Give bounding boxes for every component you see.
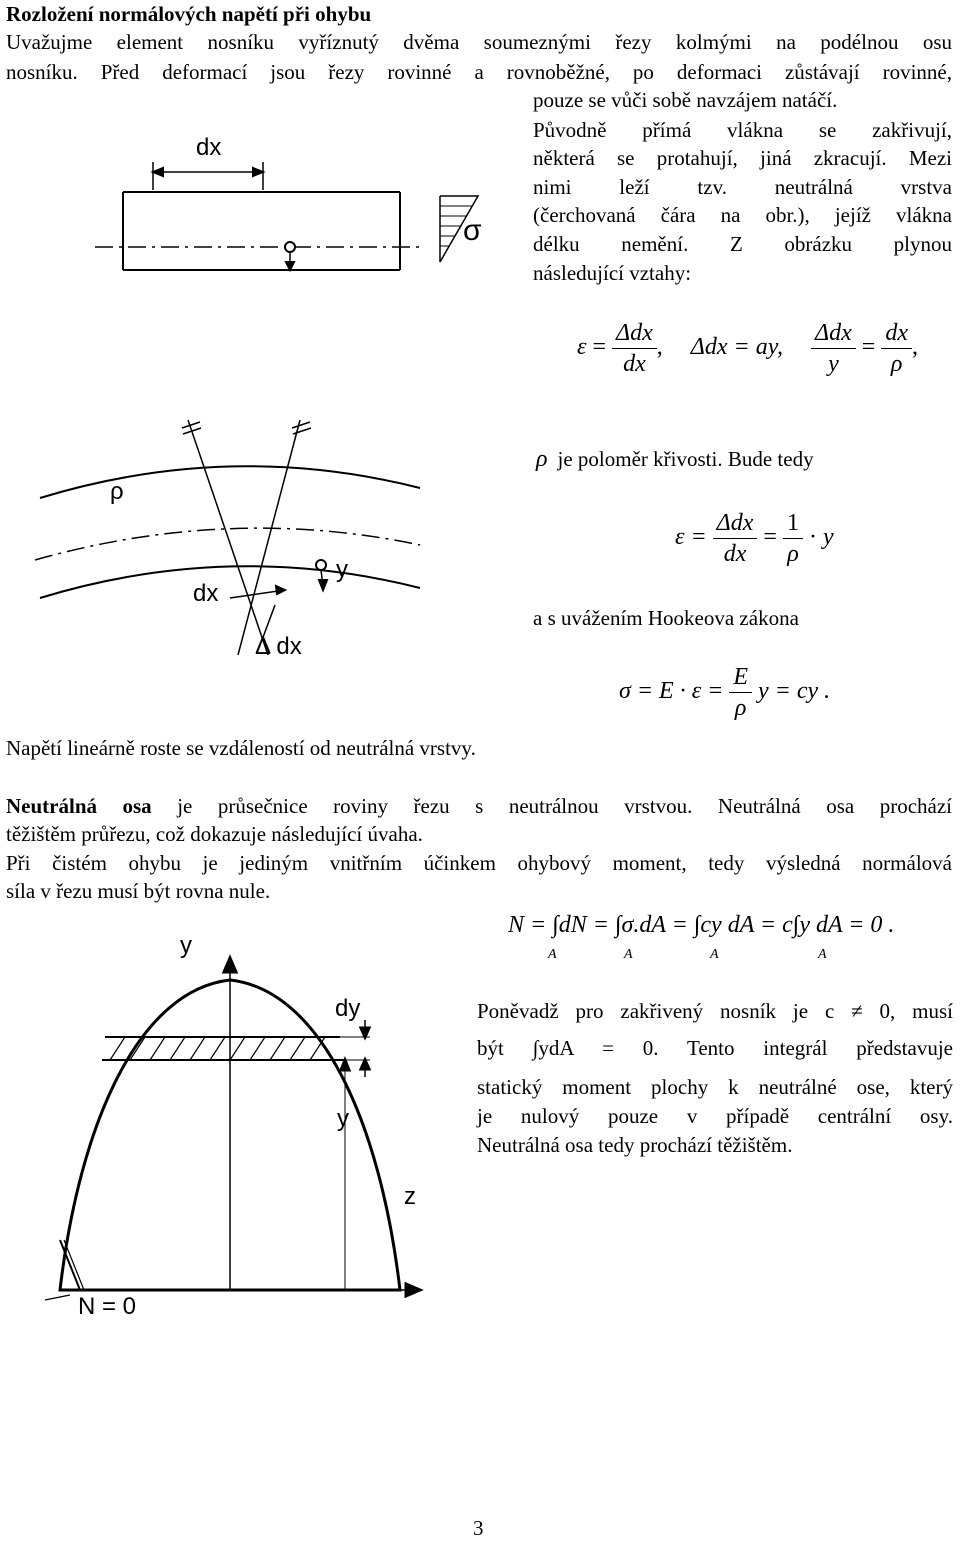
intro-line-2: nosníku. Před deformací jsou řezy rovinné a rovnoběžné, po deformaci zůstávají rovinné, bbox=[6, 60, 952, 84]
linear-stress-text: Napětí lineárně roste se vzdáleností od neutrálná vrstvy. bbox=[6, 736, 476, 760]
equation-strain-definitions: ε = $\frac{\text{Δdx}}{dx}$ , Δdx = ay, $\frac{\text{Δdx}}{y}$ = $\frac{dx}{\rho}$ , bbox=[577, 320, 918, 377]
fig3-n-label: N = 0 bbox=[78, 1293, 137, 1320]
eq1-num2: Δdx bbox=[811, 318, 856, 349]
fig2-delta-dx-label: Δ dx bbox=[255, 633, 302, 660]
neutral-axis-line-1 bbox=[6, 792, 952, 821]
right-line-3: nimi leží tzv. neutrálná vrstva bbox=[533, 175, 952, 199]
eq3-lhs: σ = E · ε = bbox=[619, 678, 724, 705]
conclusion-line-0: Poněvadž pro zakřivený nosník je c ≠ 0, musí bbox=[477, 999, 953, 1023]
eq1-fraction-2 bbox=[811, 318, 856, 379]
heading: Rozložení normálových napětí při ohybu bbox=[6, 2, 372, 26]
equation-normal-force: N = ∫dN = ∫σ.dA = ∫cy dA = c∫y dA = 0 . bbox=[508, 912, 895, 938]
cross-section-figure bbox=[45, 958, 420, 1300]
right-line-0: pouze se vůči sobě navzájem natáčí. bbox=[533, 88, 838, 112]
neutral-axis-rest: je průsečnice roviny řezu s neutrálnou vrstvou. Neutrálná osa prochází bbox=[177, 794, 953, 818]
right-line-6: následující vztahy: bbox=[533, 261, 692, 285]
pure-bending-line-2: síla v řezu musí být rovna nule. bbox=[6, 879, 271, 903]
eq1-eq: = bbox=[592, 334, 607, 361]
fig2-dx-label: dx bbox=[193, 580, 219, 607]
right-line-4: (čerchovaná čára na obr.), jejíž vlákna bbox=[533, 203, 952, 227]
fig3-z-label: z bbox=[404, 1183, 416, 1210]
eq2-num2: 1 bbox=[783, 508, 803, 539]
eq1-num1: Δdx bbox=[612, 318, 657, 349]
conclusion-line-4: Neutrálná osa tedy prochází těžištěm. bbox=[477, 1133, 793, 1157]
eq4-sub-2: A bbox=[624, 947, 633, 962]
eq1-mid: Δdx = ay, bbox=[690, 334, 784, 361]
equation-hooke-stress bbox=[619, 662, 830, 723]
fig3-y-mid-label: y bbox=[337, 1105, 349, 1132]
eq1-num3: dx bbox=[881, 318, 912, 349]
eq2-tail: y bbox=[822, 524, 834, 551]
eq1-den2: y bbox=[828, 351, 839, 377]
eq2-den1: dx bbox=[723, 541, 747, 567]
eq4-sub-1: A bbox=[548, 947, 557, 962]
eq2-fraction-1 bbox=[713, 508, 758, 569]
fig3-y-top-label: y bbox=[180, 932, 192, 959]
rho-symbol: ρ bbox=[536, 446, 548, 472]
right-line-1: Původně přímá vlákna se zakřivují, bbox=[533, 118, 952, 142]
eq3-tail: y = cy . bbox=[758, 678, 831, 705]
neutral-axis-line-2: těžištěm průřezu, což dokazuje následující úvaha. bbox=[6, 822, 423, 846]
beam-element-figure bbox=[95, 162, 478, 270]
eq1-den3: ρ bbox=[890, 351, 903, 377]
fig1-dx-label: dx bbox=[196, 134, 222, 161]
right-line-5: délku nemění. Z obrázku plynou bbox=[533, 232, 952, 256]
eq1-sep1: , bbox=[656, 334, 663, 361]
eq3-den: ρ bbox=[734, 695, 747, 721]
page-number: 3 bbox=[473, 1516, 484, 1540]
eq3-fraction bbox=[729, 662, 752, 723]
equation-strain-curvature: ε = $\frac{\text{Δdx}}{dx}$ = $\frac{1}{\rho}$ · y bbox=[675, 510, 834, 567]
eq4-sub-4: A bbox=[818, 947, 827, 962]
eq2-num1: Δdx bbox=[713, 508, 758, 539]
conclusion-line-2: statický moment plochy k neutrálné ose, který bbox=[477, 1075, 953, 1099]
right-line-2: některá se protahují, jiná zkracují. Mezi bbox=[533, 146, 952, 170]
fig2-y-label: y bbox=[336, 556, 348, 583]
rho-text: je poloměr křivosti. Bude tedy bbox=[557, 447, 814, 471]
curved-beam-figure bbox=[35, 420, 420, 655]
eq4-sub-3: A bbox=[710, 947, 719, 962]
pure-bending-line-1: Při čistém ohybu je jediným vnitřním účinkem ohybový moment, tedy výsledná normálová bbox=[6, 851, 952, 875]
rho-text-line bbox=[536, 445, 814, 474]
eq1-sep3: , bbox=[911, 334, 918, 361]
eq1-fraction-3 bbox=[881, 318, 912, 379]
fig1-sigma-label: σ bbox=[463, 214, 482, 247]
fig3-dy-label: dy bbox=[335, 995, 361, 1022]
conclusion-line-1: být ∫ydA = 0. Tento integrál představuje bbox=[477, 1036, 953, 1060]
eq1-fraction-1 bbox=[612, 318, 657, 379]
hooke-text: a s uvážením Hookeova zákona bbox=[533, 606, 799, 630]
fig2-rho-label: ρ bbox=[110, 478, 124, 505]
eq2-fraction-2 bbox=[783, 508, 803, 569]
eq1-eps: ε bbox=[577, 334, 587, 361]
eq1-den1: dx bbox=[623, 351, 646, 377]
eq2-lhs: ε = bbox=[675, 524, 707, 551]
conclusion-line-3: je nulový pouze v případě centrální osy. bbox=[477, 1104, 953, 1128]
neutral-axis-term: Neutrálná osa bbox=[6, 794, 152, 818]
intro-line-1: Uvažujme element nosníku vyříznutý dvěma soumeznými řezy kolmými na podélnou osu bbox=[6, 30, 952, 54]
eq3-num: E bbox=[729, 662, 752, 693]
eq2-den2: ρ bbox=[787, 541, 799, 567]
